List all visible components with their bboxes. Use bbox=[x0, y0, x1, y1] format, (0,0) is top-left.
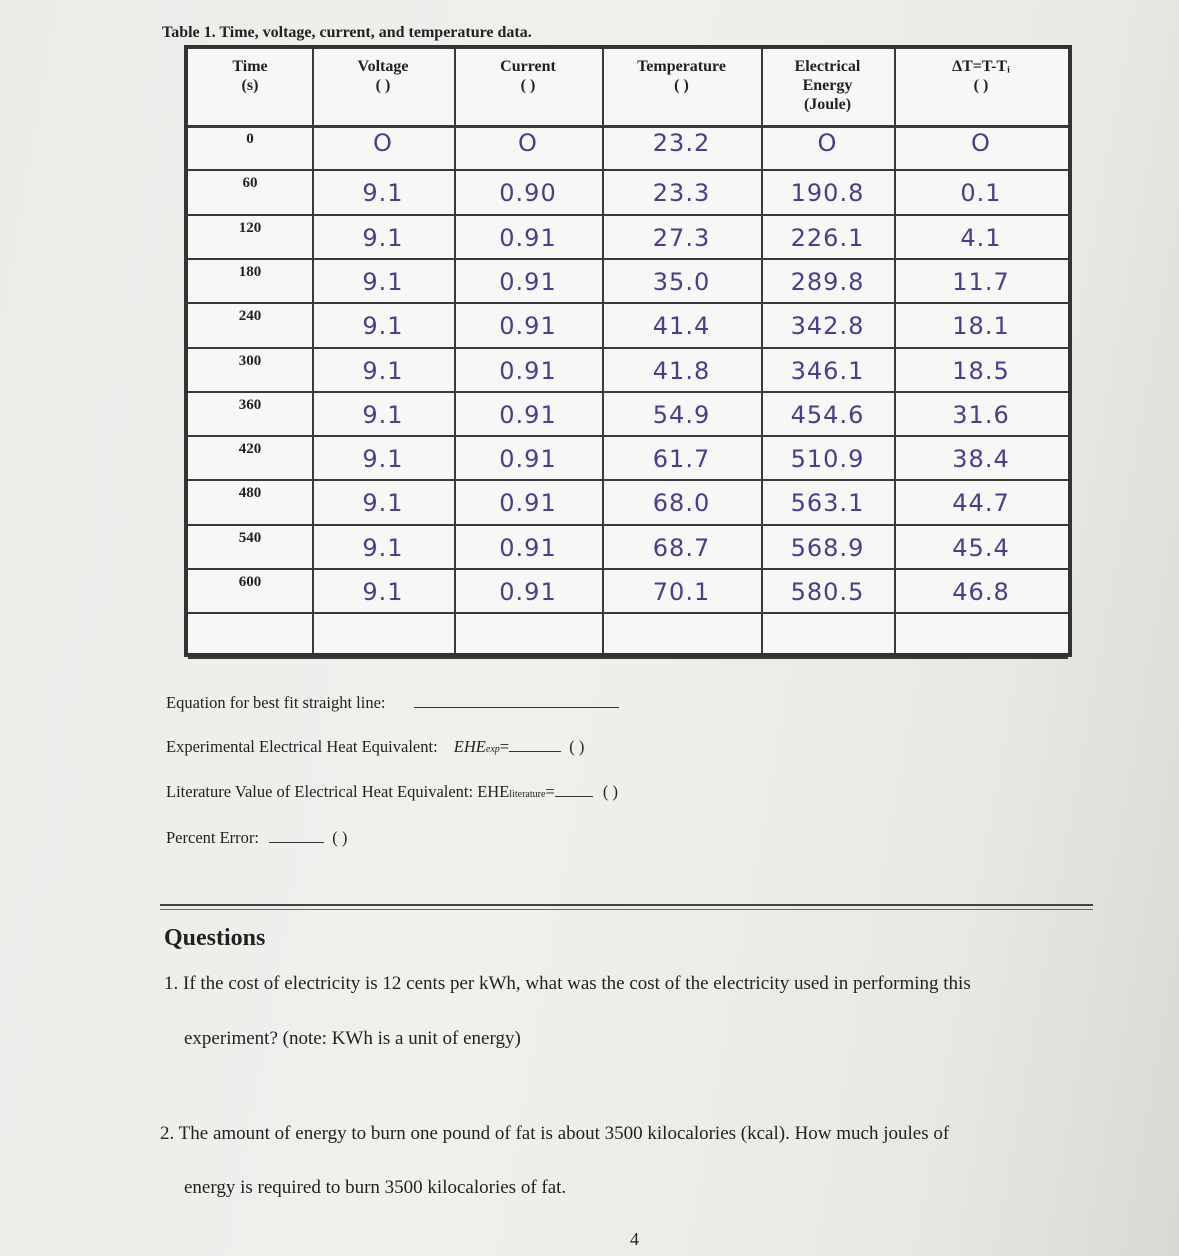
best-fit-label: Equation for best fit straight line: bbox=[166, 693, 386, 712]
cell-energy: 190.8 bbox=[790, 179, 865, 208]
cell-current: 0.91 bbox=[499, 533, 557, 562]
table-row bbox=[188, 391, 1068, 435]
header-current bbox=[454, 49, 602, 125]
header-voltage bbox=[312, 49, 454, 125]
cell-temperature: 61.7 bbox=[652, 445, 711, 474]
cell-delta: 4.1 bbox=[960, 223, 1002, 252]
cell-temperature: 68.7 bbox=[652, 533, 711, 562]
percent-error-label: Percent Error: bbox=[166, 828, 259, 847]
cell-voltage: 9.1 bbox=[362, 267, 404, 296]
row-divider bbox=[188, 657, 1068, 659]
ehe-exp-blank[interactable] bbox=[509, 751, 561, 752]
cell-current: 0.91 bbox=[499, 578, 557, 606]
question-1-line-1: 1. If the cost of electricity is 12 cents per kWh, what was the cost of the electricity used in performing this bbox=[164, 973, 971, 994]
cell-delta: 18.5 bbox=[952, 356, 1010, 385]
cell-voltage: 9.1 bbox=[362, 445, 404, 474]
cell-time: 480 bbox=[238, 485, 262, 502]
cell-current: 0.91 bbox=[499, 445, 557, 474]
cell-temperature: 35.0 bbox=[652, 267, 711, 296]
header-current-line: Current bbox=[500, 58, 556, 75]
header-time-line: Time bbox=[232, 58, 268, 75]
cell-temperature: 23.2 bbox=[652, 129, 711, 157]
divider-rule bbox=[160, 904, 1093, 906]
header-energy bbox=[761, 49, 894, 125]
cell-temperature: 41.4 bbox=[652, 312, 711, 341]
cell-energy: 510.9 bbox=[790, 445, 865, 474]
cell-time: 240 bbox=[238, 308, 262, 325]
header-temperature bbox=[602, 49, 761, 125]
cell-current: 0.91 bbox=[499, 267, 557, 296]
table-row bbox=[188, 524, 1068, 568]
header-delta-line: ( ) bbox=[973, 77, 989, 94]
table-row bbox=[188, 435, 1068, 479]
cell-energy: 580.5 bbox=[790, 578, 865, 606]
questions-heading: Questions bbox=[164, 925, 266, 951]
table-row bbox=[188, 302, 1068, 346]
header-energy-line: (Joule) bbox=[803, 96, 852, 113]
cell-voltage: 9.1 bbox=[362, 489, 404, 518]
question-2-line-2: energy is required to burn 3500 kilocalories of fat. bbox=[184, 1177, 567, 1198]
cell-current: 0.91 bbox=[499, 489, 557, 518]
cell-delta: 44.7 bbox=[952, 489, 1010, 518]
cell-current: 0.91 bbox=[499, 312, 557, 341]
cell-time: 60 bbox=[242, 175, 258, 192]
cell-current: 0.91 bbox=[499, 400, 557, 429]
header-delta-line: ΔT=T-Tᵢ bbox=[952, 58, 1010, 75]
cell-delta: 46.8 bbox=[952, 578, 1010, 606]
table-row bbox=[188, 258, 1068, 302]
percent-error-units: ( ) bbox=[332, 828, 348, 847]
row-divider bbox=[188, 612, 1068, 614]
cell-time: 420 bbox=[238, 441, 262, 458]
cell-energy: 454.6 bbox=[790, 400, 865, 429]
cell-voltage: 9.1 bbox=[362, 312, 404, 341]
header-temperature-line: Temperature bbox=[637, 58, 726, 75]
cell-delta: 11.7 bbox=[952, 267, 1010, 296]
page-number: 4 bbox=[630, 1229, 639, 1249]
cell-time: 120 bbox=[238, 219, 262, 236]
header-time bbox=[188, 49, 312, 125]
cell-delta: 31.6 bbox=[952, 400, 1010, 429]
cell-delta: 0.1 bbox=[960, 179, 1002, 208]
ehe-exp-label: Experimental Electrical Heat Equivalent: bbox=[166, 737, 438, 756]
cell-time: 180 bbox=[238, 263, 262, 280]
cell-voltage: 9.1 bbox=[362, 223, 404, 252]
question-2-line-1: 2. The amount of energy to burn one pound of fat is about 3500 kilocalories (kcal). How much joules of bbox=[160, 1123, 950, 1144]
best-fit-line bbox=[166, 693, 619, 713]
cell-energy: 568.9 bbox=[790, 533, 865, 562]
header-time-line: (s) bbox=[241, 77, 259, 94]
table-caption: Table 1. Time, voltage, current, and temperature data. bbox=[162, 24, 532, 41]
cell-temperature: 27.3 bbox=[652, 223, 711, 252]
cell-time: 360 bbox=[238, 396, 262, 413]
cell-temperature: 68.0 bbox=[652, 489, 711, 518]
ehe-exp-sub: exp bbox=[485, 744, 500, 755]
header-voltage-line: ( ) bbox=[375, 77, 391, 94]
cell-voltage: 9.1 bbox=[362, 179, 404, 208]
cell-delta: O bbox=[971, 129, 991, 157]
cell-energy: O bbox=[817, 129, 838, 157]
cell-temperature: 70.1 bbox=[652, 578, 711, 606]
percent-error-blank[interactable] bbox=[269, 842, 324, 843]
table-row bbox=[188, 568, 1068, 612]
cell-voltage: 9.1 bbox=[362, 533, 404, 562]
cell-current: 0.91 bbox=[499, 356, 557, 385]
cell-time: 600 bbox=[238, 574, 262, 590]
ehe-lit-line: Literature Value of Electrical Heat Equivalent: EHEliterature= ( ) bbox=[166, 782, 618, 801]
percent-error-line bbox=[166, 828, 347, 848]
cell-current: O bbox=[518, 129, 538, 157]
cell-current: 0.91 bbox=[499, 223, 557, 252]
cell-energy: 342.8 bbox=[790, 312, 865, 341]
cell-current: 0.90 bbox=[499, 179, 557, 208]
table-row bbox=[188, 125, 1068, 169]
best-fit-blank[interactable] bbox=[414, 707, 619, 708]
ehe-lit-label: Literature Value of Electrical Heat Equivalent: EHE bbox=[166, 782, 510, 801]
header-current-line: ( ) bbox=[520, 77, 536, 94]
ehe-lit-units: ( ) bbox=[602, 782, 618, 801]
table-row bbox=[188, 479, 1068, 523]
header-energy-line: Energy bbox=[802, 77, 853, 94]
header-temperature-line: ( ) bbox=[674, 77, 689, 94]
header-delta bbox=[894, 49, 1068, 125]
ehe-exp-line: Experimental Electrical Heat Equivalent: EHEexp= ( ) bbox=[166, 737, 585, 756]
table-row bbox=[188, 347, 1068, 391]
ehe-exp-units: ( ) bbox=[569, 737, 585, 756]
cell-energy: 289.8 bbox=[790, 267, 865, 296]
cell-time: 540 bbox=[238, 529, 262, 546]
header-energy-line: Electrical bbox=[794, 58, 861, 75]
cell-temperature: 23.3 bbox=[652, 179, 711, 208]
ehe-lit-blank[interactable] bbox=[555, 796, 593, 797]
cell-delta: 45.4 bbox=[952, 533, 1010, 562]
ehe-exp-symbol: EHE bbox=[453, 737, 486, 756]
cell-temperature: 54.9 bbox=[652, 400, 711, 429]
cell-voltage: 9.1 bbox=[362, 356, 404, 385]
cell-energy: 563.1 bbox=[790, 489, 865, 518]
cell-delta: 18.1 bbox=[952, 312, 1010, 341]
cell-voltage: O bbox=[373, 129, 393, 157]
cell-energy: 226.1 bbox=[790, 223, 865, 252]
cell-delta: 38.4 bbox=[952, 445, 1010, 474]
question-1-line-2: experiment? (note: KWh is a unit of energy) bbox=[184, 1028, 521, 1049]
cell-time: 300 bbox=[238, 352, 262, 369]
cell-voltage: 9.1 bbox=[362, 578, 404, 606]
table-row bbox=[188, 214, 1068, 258]
ehe-lit-sub: literature bbox=[509, 789, 546, 800]
header-voltage-line: Voltage bbox=[357, 58, 409, 75]
table-row bbox=[188, 169, 1068, 213]
cell-temperature: 41.8 bbox=[652, 356, 711, 385]
cell-energy: 346.1 bbox=[790, 356, 865, 385]
cell-time: 0 bbox=[246, 131, 254, 147]
divider-rule-thin bbox=[160, 909, 1093, 910]
data-table bbox=[184, 45, 1072, 657]
cell-voltage: 9.1 bbox=[362, 400, 404, 429]
